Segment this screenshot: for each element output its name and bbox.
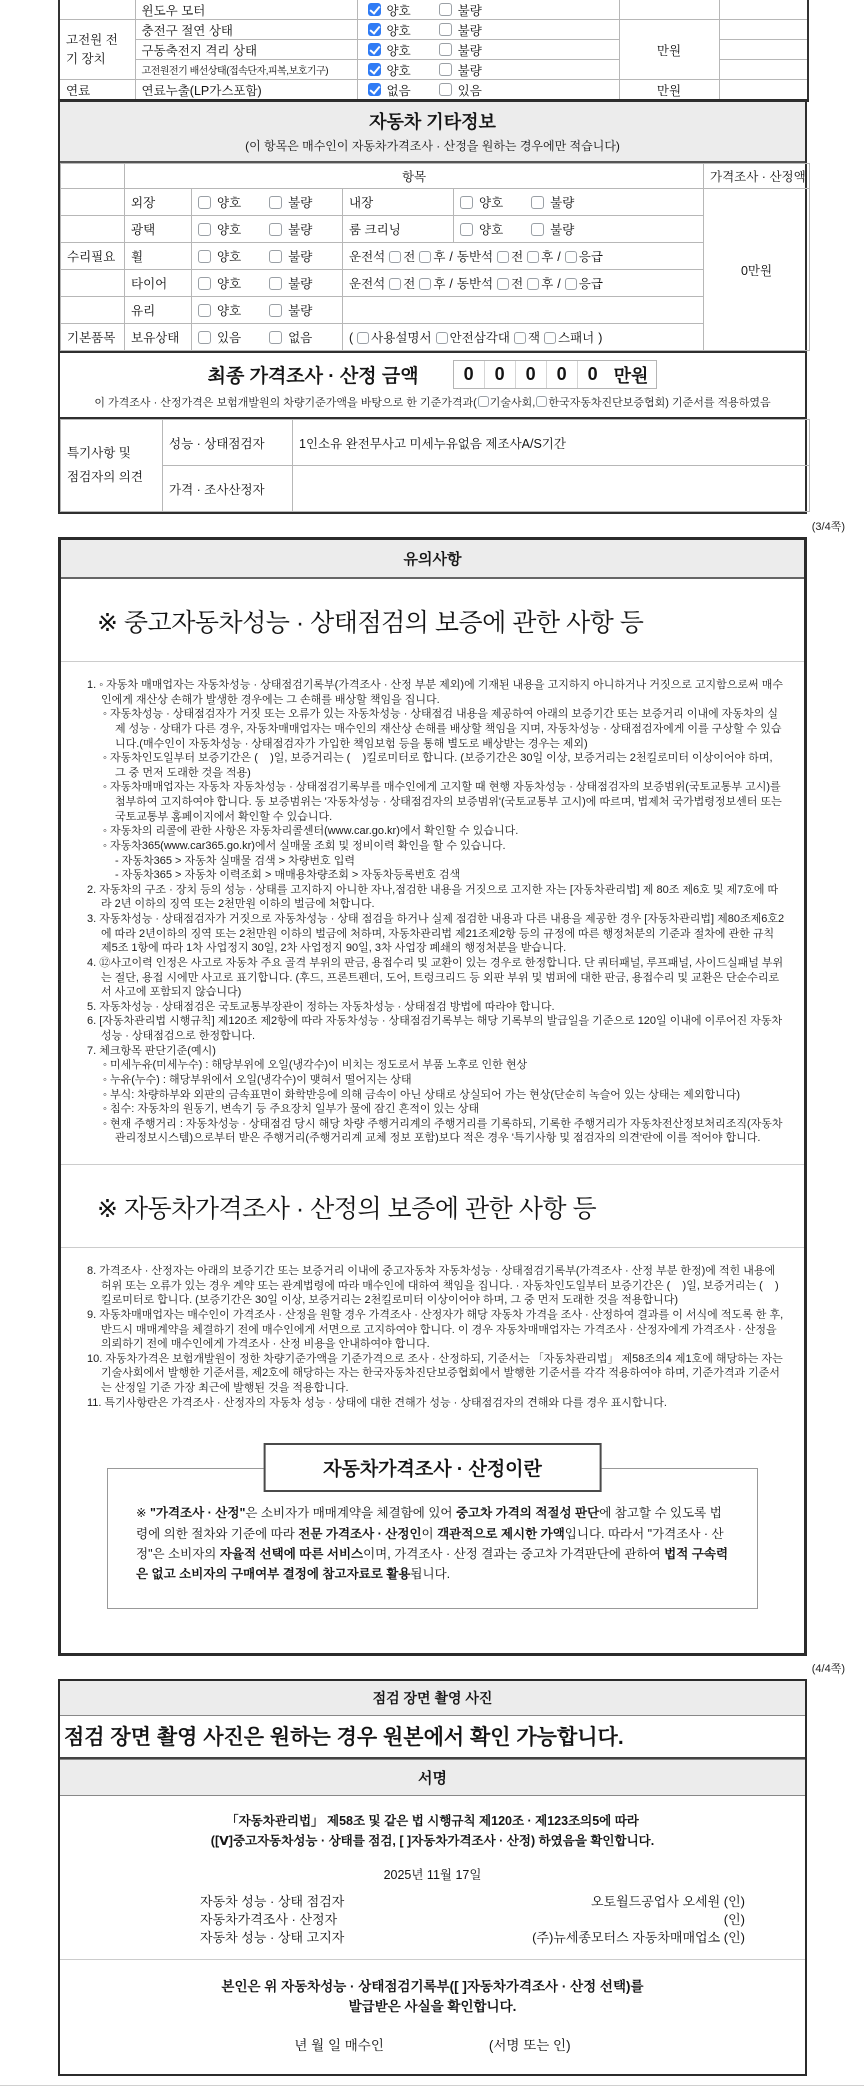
table-row	[61, 466, 810, 512]
group-label-cell	[59, 0, 135, 20]
checkbox-passenger-rear[interactable]	[527, 278, 539, 290]
condition-cell: 양호 불량	[454, 189, 704, 216]
checkbox-driver-front[interactable]	[389, 251, 401, 263]
checkbox-bad[interactable]	[269, 250, 282, 263]
table-row	[59, 0, 808, 20]
electrical-device-table	[58, 0, 809, 102]
item-label: 고전원전기 배선상태(접속단자,피복,보호기구)	[135, 60, 357, 80]
checkbox-emergency[interactable]	[565, 278, 577, 290]
item-label: 윈도우 모터	[135, 0, 357, 20]
item-label: 유리	[125, 297, 192, 324]
empty-cell	[61, 189, 125, 216]
final-price-note: 이 가격조사 · 산정가격은 보험개발원의 차량기준가액을 바탕으로 한 기준가격과( 기술사회, 한국자동차진단보증협회) 기준서를 적용하였음	[94, 397, 771, 409]
notice-item: ◦ 미세누유(미세누수) : 해당부위에 오일(냉각수)이 비치는 정도로서 부품 노후로 인한 현상	[103, 1059, 528, 1072]
notice-section1-title: ※ 중고자동차성능 · 상태점검의 보증에 관한 사항 등	[61, 579, 804, 662]
buyer-date-line: 년 월 일 매수인	[294, 2038, 384, 2054]
empty-cell	[61, 216, 125, 243]
condition-cell: 양호 불량	[192, 270, 343, 297]
notice-section	[58, 537, 807, 1656]
table-row	[59, 20, 808, 40]
condition-cell: 양호 불량	[192, 297, 343, 324]
basic-items-cell: ( 사용설명서 안전삼각대 잭 스패너 )	[343, 324, 704, 351]
extra-info-header	[60, 102, 805, 163]
group-label-repair: 수리필요	[61, 243, 125, 270]
empty-cell	[719, 80, 808, 101]
page-marker-4: (4/4쪽)	[811, 1663, 845, 1676]
checkbox-passenger-front[interactable]	[497, 251, 509, 263]
notice-item: - 자동차365 > 자동차 실매물 검색 > 차량번호 입력	[115, 854, 355, 867]
notice-item: 3. 자동차성능 · 상태점검자가 거짓으로 자동차성능 · 상태 점검을 하거나 실제 점검한 내용과 다른 내용을 제공한 경우 [자동차관리법] 제80조제6호2에 따라 2년이하의 징역 또는 2천만원 이하의 벌금에 처하며, 자동차관리법 제21조제2항 등의 규정에 따른 행정처분의 기준과 절차에 관한 규칙 제5조 1항에 따라 1차 사업정지 30일, 2차 사업정지 90일, 3차 사업장 폐쇄의 행정처분을 받습니다.	[87, 913, 785, 955]
condition-cell: 양호 불량	[192, 189, 343, 216]
signature-rows	[200, 1893, 745, 1947]
notice-item: ◦ 자동차매매업자는 자동차 자동차성능 · 상태점검기록부를 매수인에게 고지할 때 현행 자동차성능 · 상태점검자의 보증범위(국토교통부 고시)를 첨부하여 고지하여야 합니다. 동 보증범위는 '자동차성능 · 상태점검자의 보증범위'(국토교통부 고시)에 따르며, 법제처 국가법령정보센터 또는 국토교통부 홈페이지에서 확인할 수 있습니다.	[103, 781, 782, 823]
checkbox-bad[interactable]	[439, 3, 452, 16]
price-estimate-value: 0만원	[704, 189, 810, 351]
buyer-confirm-line1: 본인은 위 자동차성능 · 상태점검기록부([ ]자동차가격조사 · 산정 선택)를	[221, 1978, 644, 1994]
notice-item: ◦ 자동차인도일부터 보증기간은 ( )일, 보증거리는 ( )킬로미터로 합니다. (보증기간은 30일 이상, 보증거리는 2천킬로미터 이상이어야 하며, 그 중 먼저 도래한 것을 적용)	[103, 752, 773, 779]
condition-cell: 양호 불량	[357, 20, 619, 40]
checkbox-ok[interactable]	[198, 277, 211, 290]
item-label: 구동축전지 격리 상태	[135, 40, 357, 60]
signer-name: 오토월드공업사 오세원 (인)	[590, 1894, 745, 1909]
checkbox-kistec[interactable]	[478, 396, 489, 407]
extra-info-table	[60, 163, 810, 351]
checkbox-ok[interactable]	[460, 223, 473, 236]
empty-cell	[61, 164, 125, 189]
table-header-row	[61, 164, 810, 189]
item-label: 연료누출(LP가스포함)	[135, 80, 357, 101]
signature-date: 2025년 11월 17일	[383, 1868, 482, 1882]
checkbox-passenger-rear[interactable]	[527, 251, 539, 263]
inspector-opinion: 1인소유 완전무사고 미세누유없음 제조사A/S기간	[293, 420, 810, 466]
item-label: 광택	[125, 216, 192, 243]
appraiser-opinion	[293, 466, 810, 512]
table-row	[59, 80, 808, 101]
notice-item: 7. 체크항목 판단기준(예시)	[87, 1044, 216, 1057]
notice-item: 10. 자동차가격은 보험개발원이 정한 차량기준가액을 기준가격으로 조사 · 산정하되, 기준서는 「자동차관리법」 제58조의4 제1호에 해당하는 자는 기술사회에서 발행한 기준서를, 제2호에 해당하는 자는 한국자동차진단보증협회에서 발행한 기준서를 각각 적용하여야 하며, 기준가격과 기준서는 산정일 기준 가장 최근에 발행된 것을 적용합니다.	[87, 1352, 783, 1394]
item-label: 휠	[125, 243, 192, 270]
signature-block	[60, 1796, 805, 1959]
checkbox-bad[interactable]	[439, 63, 452, 76]
final-price-digits	[453, 360, 658, 389]
signer-role: 자동차 성능 · 상태 점검자	[200, 1894, 345, 1909]
empty-cell	[719, 60, 808, 80]
notice-item: ◦ 누유(누수) : 해당부위에서 오일(냉각수)이 맺혀서 떨어지는 상태	[103, 1073, 412, 1086]
checkbox-ok[interactable]	[368, 3, 381, 16]
item-label: 룸 크리닝	[343, 216, 454, 243]
price-digit-cell: 0	[463, 364, 474, 384]
photo-signature-section	[58, 1679, 807, 2076]
checkbox-ok[interactable]	[368, 23, 381, 36]
price-digit-cell: 0	[515, 361, 546, 388]
empty-cell	[61, 270, 125, 297]
checkbox-triangle[interactable]	[436, 332, 448, 344]
condition-cell: 양호 불량	[357, 60, 619, 80]
notice-item: ◦ 자동차의 리콜에 관한 사항은 자동차리콜센터(www.car.go.kr)에서 확인할 수 있습니다.	[103, 825, 519, 838]
appraiser-role: 가격 · 조사산정자	[163, 466, 293, 512]
table-row	[61, 420, 810, 466]
checkbox-bad[interactable]	[531, 223, 544, 236]
condition-cell: 양호 불량	[357, 40, 619, 60]
signature-row	[200, 1929, 745, 1947]
notice-section1-body	[61, 662, 804, 1164]
notice-item: 11. 특기사항란은 가격조사 · 산정자의 자동차 성능 · 상태에 대한 견해가 성능 · 상태점검자의 견해와 다를 경우 표시합니다.	[87, 1396, 667, 1409]
price-digit-cell: 0	[484, 361, 515, 388]
law-reference-line: 「자동차관리법」 제58조 및 같은 법 시행규칙 제120조 · 제123조의5에 따라	[226, 1814, 639, 1829]
condition-cell: 양호 불량	[192, 216, 343, 243]
signature-row	[200, 1893, 745, 1911]
notice-item: ◦ 침수: 자동차의 원동기, 변속기 등 주요장치 일부가 물에 잠긴 흔적이 있는 상태	[103, 1103, 480, 1116]
group-label-high-voltage: 고전원 전기 장치	[59, 20, 135, 80]
checkbox-ok[interactable]	[368, 63, 381, 76]
condition-cell: 양호 불량	[192, 243, 343, 270]
item-label: 충전구 절연 상태	[135, 20, 357, 40]
checkbox-bad[interactable]	[269, 196, 282, 209]
checkbox-none[interactable]	[269, 331, 282, 344]
notice-item: ◦ 자동차365(www.car365.go.kr)에서 실매물 조회 및 정비이력 확인을 할 수 있습니다.	[103, 839, 506, 852]
price-digit-cell: 0	[577, 361, 608, 388]
signer-name: (주)뉴세종모터스 자동차매매업소 (인)	[532, 1929, 745, 1945]
notice-section2-body	[61, 1248, 804, 1428]
checkbox-spanner[interactable]	[544, 332, 556, 344]
checkbox-driver-front[interactable]	[389, 278, 401, 290]
checkbox-ok[interactable]	[460, 196, 473, 209]
checkbox-have[interactable]	[198, 331, 211, 344]
seat-condition-cell: 운전석 전 후 / 동반석 전 후 / 응급	[343, 243, 704, 270]
price-appraisal-info-box	[107, 1459, 758, 1609]
checkbox-ok[interactable]	[198, 250, 211, 263]
final-price-section	[58, 351, 807, 419]
buyer-confirm-line2: 발급받은 사실을 확인합니다.	[348, 1999, 517, 2015]
buyer-confirm-block	[60, 1960, 805, 2075]
notice-item: 9. 자동차매매업자는 매수인이 가격조사 · 산정을 원할 경우 가격조사 · 산정자가 해당 자동차 가격을 조사 · 산정하여 결과를 이 서식에 적도록 한 후, 반드시 매매계약을 체결하기 전에 매수인에게 서면으로 고지하여야 합니다. 이 경우 자동차매매업자는 가격조사 · 산정자에게 가격조사 · 산정을 의뢰하기 전에 매수인에게 가격조사 · 산정 비용을 안내하여야 합니다.	[87, 1308, 784, 1351]
photo-section-header: 점검 장면 촬영 사진	[60, 1681, 805, 1716]
price-appraisal-info-text: ※ "가격조사 · 산정"은 소비자가 매매계약을 체결함에 있어 중고차 가격의 적절성 판단에 참고할 수 있도록 법령에 의한 절차와 기준에 따라 전문 가격조사 · 산정인이 객관적으로 제시한 가액입니다. 따라서 "가격조사 · 산정"은 소비자의 자율적 선택에 따른 서비스이며, 가격조사 · 산정 결과는 중고차 가격판단에 관하여 법적 구속력은 없고 소비자의 구매여부 결정에 참고자료로 활용됩니다.	[136, 1506, 729, 1581]
checkbox-driver-rear[interactable]	[419, 251, 431, 263]
notice-item: ◦ 자동차성능 · 상태점검자가 거짓 또는 오류가 있는 자동차성능 · 상태점검 내용을 제공하여 아래의 보증기간 또는 보증거리 이내에 자동차의 실제 성능 · 상태가 다른 경우, 자동차매매업자는 매수인의 재산상 손해를 배상할 책임을 지며, 자동차성능 · 상태점검자에게 이를 구상할 수 있습니다.(매수인이 자동차성능 · 상태점검자가 가입한 책임보험 등을 통해 별도로 배상받는 경우는 제외)	[103, 708, 782, 750]
special-notes-section	[58, 417, 807, 514]
condition-cell: 양호 불량	[357, 0, 619, 20]
section-subtitle: (이 항목은 매수인이 자동차가격조사 · 산정을 원하는 경우에만 적습니다)	[245, 139, 620, 153]
photo-availability-text: 점검 장면 촬영 사진은 원하는 경우 원본에서 확인 가능합니다.	[60, 1716, 805, 1759]
checkbox-bad[interactable]	[439, 23, 452, 36]
notice-item: 5. 자동차성능 · 상태점검은 국토교통부장관이 정하는 자동차성능 · 상태점검 방법에 따라야 합니다.	[87, 1000, 555, 1013]
checkbox-bad[interactable]	[269, 277, 282, 290]
notice-item: 4. ⑫사고이력 인정은 사고로 자동차 주요 골격 부위의 판금, 용접수리 및 교환이 있는 경우로 한정합니다. 단 쿼터패널, 루프패널, 사이드실패널 부위는 절단, 용접 시에만 사고로 표기합니다. (후드, 프론트펜더, 도어, 트렁크리드 등 외판 부위 및 범퍼에 대한 판금, 용접수리 및 교환은 단순수리로서 사고에 포함되지 않습니다)	[87, 956, 784, 999]
checkbox-ok[interactable]	[198, 196, 211, 209]
empty-cell	[719, 0, 808, 20]
checkbox-exists[interactable]	[439, 83, 452, 96]
signature-header: 서명	[60, 1759, 805, 1796]
page-marker-3: (3/4쪽)	[811, 521, 845, 533]
price-appraisal-info-title: 자동차가격조사 · 산정이란	[263, 1443, 602, 1492]
notice-section2-title: ※ 자동차가격조사 · 산정의 보증에 관한 사항 등	[61, 1164, 804, 1248]
signer-role: 자동차가격조사 · 산정자	[200, 1911, 338, 1927]
checkbox-bad[interactable]	[531, 196, 544, 209]
extra-info-section	[58, 100, 807, 353]
law-confirm-line: ([Ⅴ]중고자동차성능 · 상태를 점검, [ ]자동차가격조사 · 산정) 하였음을 확인합니다.	[210, 1833, 655, 1848]
checkbox-kada[interactable]	[536, 396, 547, 407]
section-title: 자동차 기타정보	[369, 112, 496, 132]
price-digit-cell: 0	[546, 361, 577, 388]
signer-role: 자동차 성능 · 상태 고지자	[200, 1929, 345, 1945]
notice-header: 유의사항	[61, 540, 804, 579]
item-label: 타이어	[125, 270, 192, 297]
checkbox-emergency[interactable]	[565, 251, 577, 263]
condition-cell: 양호 불량	[454, 216, 704, 243]
checkbox-ok[interactable]	[198, 304, 211, 317]
notice-item: 1. ◦ 자동차 매매업자는 자동차성능 · 상태점검기록부(가격조사 · 산정 부분 제외)에 기재된 내용을 고지하지 아니하거나 거짓으로 고지함으로써 매수인에게 재산상 손해가 발생한 경우에는 그 손해를 배상할 책임을 집니다.	[87, 679, 783, 706]
signer-name: (인)	[723, 1911, 745, 1927]
notice-item: 8. 가격조사 · 산정자는 아래의 보증기간 또는 보증거리 이내에 중고자동차 자동차성능 · 상태점검기록부(가격조사 · 산정 부분 한정)에 적힌 내용에 허위 또는 오류가 있는 경우 계약 또는 관계법령에 따라 매수인에 대하여 책임을 집니다. · 자동차인도일부터 보증기간은 ( )일, 보증거리는 ( )킬로미터로 합니다. (보증기간은 30일 이상, 보증거리는 2천킬로미터 이상이어야 하며, 그 중 먼저 도래한 것을 적용합니다)	[87, 1265, 779, 1307]
page-content	[58, 0, 845, 2076]
checkbox-manual[interactable]	[357, 332, 369, 344]
table-row	[61, 243, 810, 270]
checkbox-bad[interactable]	[439, 43, 452, 56]
table-row	[61, 216, 810, 243]
special-notes-label: 특기사항 및 점검자의 의견	[61, 420, 163, 512]
table-row	[61, 297, 810, 324]
notice-item: 6. [자동차관리법 시행규칙] 제120조 제2항에 따라 자동차성능 · 상태점검기록부는 해당 기록부의 발급일을 기준으로 120일 이내에 이루어진 자동차 성능 · 상태점검으로 한정합니다.	[87, 1015, 783, 1042]
notice-item: 2. 자동차의 구조 · 장치 등의 성능 · 상태를 고지하지 아니한 자나,점검한 내용을 거짓으로 고지한 자는 [자동차관리법] 제 80조 제6호 및 제7호에 따라 2년 이하의 징역 또는 2천만원 이하의 벌금에 처합니다.	[87, 883, 779, 911]
price-cell	[619, 0, 719, 20]
special-notes-table	[60, 419, 810, 512]
checkbox-ok[interactable]	[198, 223, 211, 236]
checkbox-driver-rear[interactable]	[419, 278, 431, 290]
table-row	[61, 324, 810, 351]
final-price-label: 최종 가격조사 · 산정 금액	[207, 366, 419, 387]
notice-item: ◦ 부식: 차량하부와 외판의 금속표면이 화학반응에 의해 금속이 아닌 상태로 상실되어 가는 현상(단순히 녹슬어 있는 상태는 제외합니다)	[103, 1088, 740, 1101]
price-unit-label: 만원	[613, 365, 649, 386]
inspector-role: 성능 · 상태점검자	[163, 420, 293, 466]
condition-cell: 없음 있음	[357, 80, 619, 101]
empty-cell	[61, 297, 125, 324]
table-row	[61, 189, 810, 216]
checkbox-passenger-front[interactable]	[497, 278, 509, 290]
seat-condition-cell: 운전석 전 후 / 동반석 전 후 / 응급	[343, 270, 704, 297]
group-label-basic: 기본품목	[61, 324, 125, 351]
notice-item: ◦ 현재 주행거리 : 자동차성능 · 상태점검 당시 해당 차량 주행거리계의 주행거리를 기록하되, 기록한 주행거리가 자동차전산정보처리조직(자동차관리정보시스템)으로부터 받은 주행거리(주행거리계 교체 정보 포함)보다 적은 경우 '특기사항 및 점검자의 의견'란에 이를 적어야 합니다.	[103, 1117, 783, 1145]
empty-cell	[719, 20, 808, 40]
buyer-sign-label: (서명 또는 인)	[488, 2038, 571, 2054]
table-row	[61, 270, 810, 297]
item-label: 보유상태	[125, 324, 192, 351]
group-label-fuel: 연료	[59, 80, 135, 101]
checkbox-ok[interactable]	[368, 43, 381, 56]
checkbox-bad[interactable]	[269, 304, 282, 317]
item-label: 내장	[343, 189, 454, 216]
checkbox-jack[interactable]	[514, 332, 526, 344]
checkbox-none[interactable]	[368, 83, 381, 96]
empty-cell	[343, 297, 704, 324]
price-unit-cell: 만원	[619, 20, 719, 80]
notice-item: - 자동차365 > 자동차 이력조회 > 매매용차량조회 > 자동차등록번호 검색	[115, 869, 461, 882]
empty-cell	[719, 40, 808, 60]
checkbox-bad[interactable]	[269, 223, 282, 236]
price-unit-cell: 만원	[619, 80, 719, 101]
signature-row	[200, 1911, 745, 1929]
col-header-price: 가격조사 · 산정액	[704, 164, 810, 189]
condition-cell: 있음 없음	[192, 324, 343, 351]
col-header-item: 항목	[125, 164, 704, 189]
item-label: 외장	[125, 189, 192, 216]
